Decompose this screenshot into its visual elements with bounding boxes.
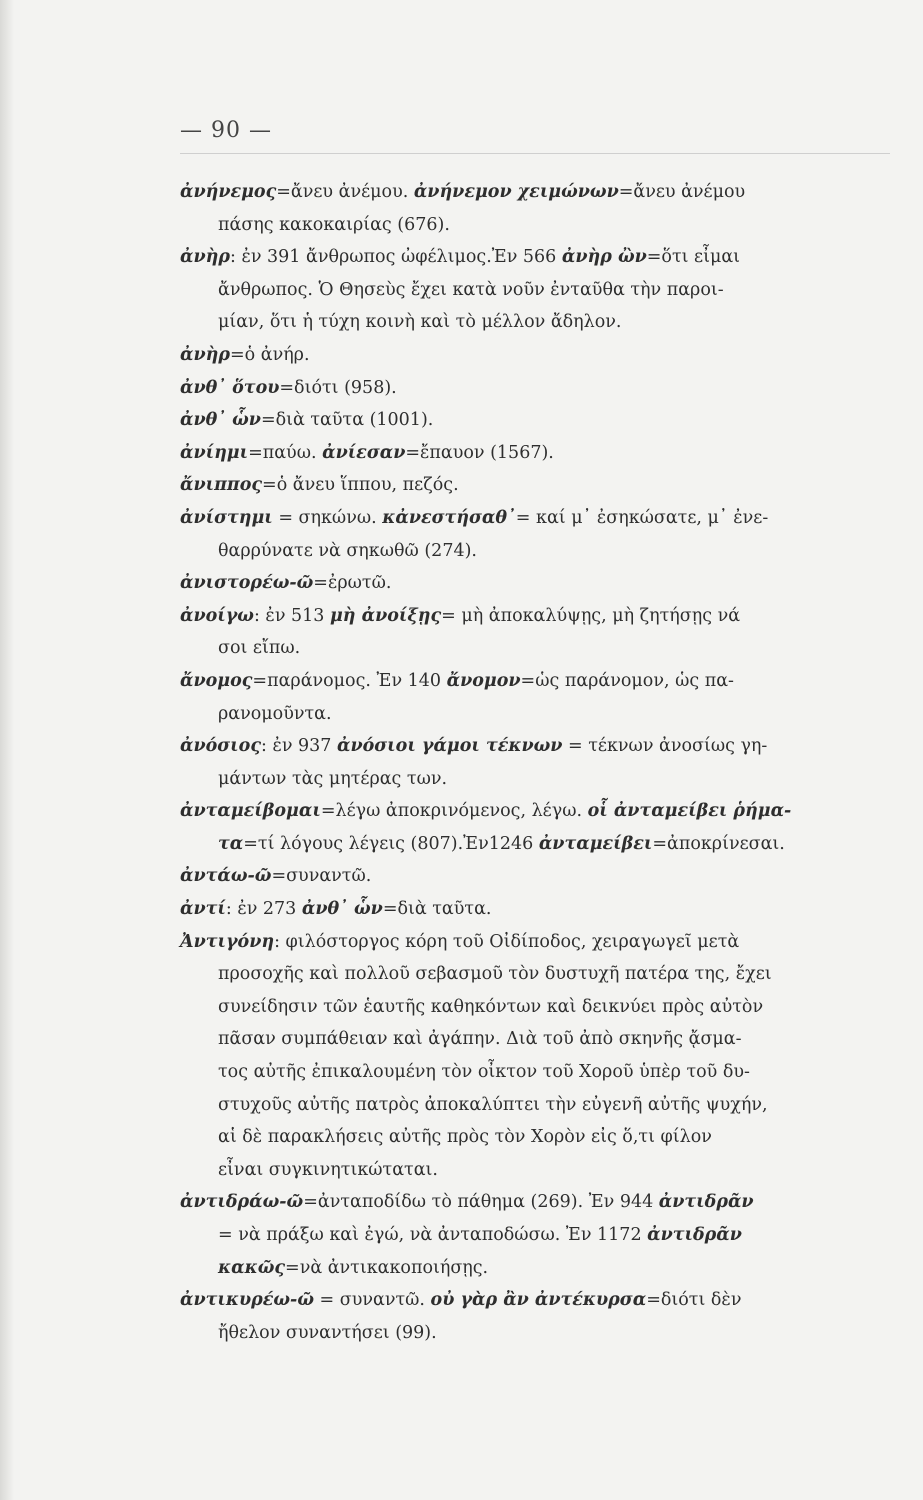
headword: ἀνθ᾽ ὅτου [180,377,280,398]
entry-line [180,1284,892,1317]
headword: μὴ ἀνοίξῃς [329,605,442,626]
headword: ἀντικυρέω-ῶ [180,1290,314,1311]
glossary-entry [180,926,892,1187]
headword: ἀνοίγω [180,605,254,626]
definition-text: μίαν, ὅτι ἡ τύχη κοινὴ καὶ τὸ μέλλον ἄδηλον. [218,312,622,333]
headword: τα [218,833,244,854]
glossary-entry [180,1284,892,1349]
headword: ἀντάω-ῶ [180,866,272,887]
entry-continuation-line [180,1121,892,1154]
definition-text: : φιλόστοργος κόρη τοῦ Οἰδίποδος, χειραγωγεῖ μετὰ [274,931,740,952]
definition-text: =παράνομος. Ἐν 140 [252,670,447,691]
entry-line [180,404,892,437]
entry-continuation-line [180,991,892,1024]
headword: ἀντιδράω-ῶ [180,1192,304,1213]
entry-continuation-line [180,306,892,339]
entry-continuation-line [180,1056,892,1089]
definition-text: =ἀνταποδίδω τὸ πάθημα (269). Ἐν 944 [303,1192,659,1213]
entry-line [180,893,892,926]
headword: ἀντί [180,899,226,920]
glossary-entry [180,241,892,339]
entry-continuation-line [180,1023,892,1056]
entry-line [180,600,892,633]
entry-continuation-line [180,1154,892,1187]
definition-text: =ἔπαυον (1567). [405,442,554,463]
entry-line [180,795,892,828]
entry-line [180,339,892,372]
headword: ἀνθ᾽ ὧν [301,899,383,920]
definition-text: =παύω. [248,442,323,463]
entry-line [180,372,892,405]
entry-continuation-line [180,1219,892,1252]
glossary-entries [180,176,892,1349]
definition-text: =ἐρωτῶ. [313,573,392,594]
entry-line [180,469,892,502]
headword: ἀνόσιοι γάμοι τέκνων [337,736,563,757]
entry-line [180,926,892,959]
glossary-entry [180,730,892,795]
definition-text: πάσης κακοκαιρίας (676). [218,214,450,235]
headword: οἷ ἀνταμείβει ῥήμα- [587,801,792,822]
definition-text: =ἄνευ ἀνέμου. [276,182,414,202]
definition-text: =συναντῶ. [271,866,372,887]
definition-text: : ἐν 391 ἄνθρωπος ὠφέλιμος.Ἐν 566 [229,247,562,268]
entry-line [180,241,892,274]
entry-continuation-line [180,535,892,568]
headword: ἀνήνεμος [180,182,277,202]
definition-text: ρανομοῦντα. [218,703,332,724]
glossary-entry [180,1186,892,1284]
headword: ἀνιστορέω-ῶ [180,573,314,594]
entry-continuation-line [180,698,892,731]
entry-line [180,1186,892,1219]
definition-text: ἄνθρωπος. Ὁ Θησεὺς ἔχει κατὰ νοῦν ἐνταῦθα τὴν παροι- [218,279,724,300]
headword: ἀνόσιος [180,736,261,757]
definition-text: στυχοῦς αὐτῆς πατρὸς ἀποκαλύπτει τὴν εὐγενῆ αὐτῆς ψυχήν, [218,1094,768,1115]
headword: ἀνταμείβομαι [180,801,321,822]
definition-text: = μὴ ἀποκαλύψῃς, μὴ ζητήσῃς νά [441,605,741,626]
glossary-entry [180,339,892,372]
definition-text: προσοχῆς καὶ πολλοῦ σεβασμοῦ τὸν δυστυχῆ πατέρα της, ἔχει [218,964,772,985]
definition-text: =ὁ ἀνήρ. [229,344,310,365]
entry-continuation-line [180,274,892,307]
glossary-entry [180,665,892,730]
entry-continuation-line [180,632,892,665]
definition-text: θαρρύνατε νὰ σηκωθῶ (274). [218,540,477,561]
headword: ἀνίημι [180,442,249,463]
headword: Ἀντιγόνη [180,931,275,952]
glossary-entry [180,437,892,470]
definition-text: =ἀποκρίνεσαι. [652,833,785,854]
headword: ἄνιππος [180,475,263,496]
entry-line [180,176,892,209]
headword: ἀνὴρ ὢν [561,247,647,268]
entry-line [180,567,892,600]
definition-text: εἶναι συγκινητικώταται. [218,1159,438,1180]
headword: ἀντιδρᾶν [647,1225,742,1245]
definition-text: συνείδησιν τῶν ἑαυτῆς καθηκόντων καὶ δεικνύει πρὸς αὐτὸν [218,996,764,1017]
entry-continuation-line [180,1317,892,1350]
glossary-entry [180,176,892,241]
headword: ἄνομος [180,670,253,691]
definition-text: =ὅτι εἶμαι [646,247,741,268]
definition-text: =διότι δὲν [646,1290,742,1311]
headword: οὐ γὰρ ἂν ἀντέκυρσα [430,1290,647,1311]
entry-line [180,437,892,470]
definition-text: τος αὐτῆς ἐπικαλουμένη τὸν οἶκτον τοῦ Χοροῦ ὑπὲρ τοῦ δυ- [218,1062,750,1083]
definition-text: =ὁ ἄνευ ἵππου, πεζός. [262,475,459,496]
headword: ἀνίστημι [180,507,273,528]
definition-text: =τί λόγους λέγεις (807).Ἐν1246 [243,833,539,854]
headword: ἀνήνεμον χειμώνων [413,182,619,202]
headword: ἀνταμείβει [538,833,653,854]
definition-text: μάντων τὰς μητέρας των. [218,768,448,789]
headword: κακῶς [218,1257,286,1278]
definition-text: = συναντῶ. [313,1290,431,1311]
headword: ἀντιδρᾶν [658,1192,754,1213]
glossary-entry [180,893,892,926]
definition-text: πᾶσαν συμπάθειαν καὶ ἀγάπην. Διὰ τοῦ ἀπὸ σκηνῆς ᾄσμα- [218,1029,742,1050]
definition-text: =λέγω ἀποκρινόμενος, λέγω. [320,801,588,822]
glossary-entry [180,600,892,665]
entry-continuation-line [180,958,892,991]
definition-text: =διὰ ταῦτα. [382,899,492,920]
entry-continuation-line [180,209,892,242]
definition-text: : ἐν 273 [225,899,302,920]
definition-text: = καί μ᾽ ἐσηκώσατε, μ᾽ ἐνε- [515,507,769,528]
definition-text: =διὰ ταῦτα (1001). [260,410,434,431]
definition-text: = νὰ πράξω καὶ ἐγώ, νὰ ἀνταποδώσω. Ἐν 1172 [218,1225,648,1245]
entry-line [180,860,892,893]
headword: ἀνὴρ [180,344,230,365]
page-number: — 90 — [180,118,272,143]
definition-text: : ἐν 937 [260,736,337,757]
definition-text: =νὰ ἀντικακοποιήσῃς. [285,1257,489,1278]
definition-text: = σηκώνω. [272,507,383,528]
page-edge-shadow [0,0,14,1500]
definition-text: =διότι (958). [279,377,397,398]
header-rule [180,153,890,154]
definition-text: αἱ δὲ παρακλήσεις αὐτῆς πρὸς τὸν Χορὸν εἰς ὅ,τι φίλον [218,1127,712,1148]
headword: ἀνίεσαν [322,442,406,463]
entry-line [180,730,892,763]
entry-line [180,665,892,698]
entry-continuation-line [180,763,892,796]
definition-text: =ὡς παράνομον, ὡς πα- [520,670,734,691]
entry-line [180,502,892,535]
glossary-entry [180,795,892,860]
definition-text: : ἐν 513 [253,605,330,626]
glossary-entry [180,404,892,437]
entry-continuation-line [180,1089,892,1122]
headword: ἀνθ᾽ ὧν [180,410,261,431]
definition-text: σοι εἴπω. [218,638,301,659]
glossary-entry [180,502,892,567]
entry-continuation-line [180,828,892,861]
definition-text: =ἄνευ ἀνέμου [618,182,746,202]
glossary-entry [180,372,892,405]
definition-text: ἤθελον συναντήσει (99). [218,1322,437,1343]
headword: ἄνομον [446,670,521,691]
definition-text: = τέκνων ἀνοσίως γη- [562,736,768,757]
entry-continuation-line [180,1252,892,1285]
glossary-entry [180,860,892,893]
glossary-entry [180,567,892,600]
headword: ἀνὴρ [180,247,230,268]
headword: κἀνεστήσαθ᾽ [382,507,516,528]
glossary-entry [180,469,892,502]
